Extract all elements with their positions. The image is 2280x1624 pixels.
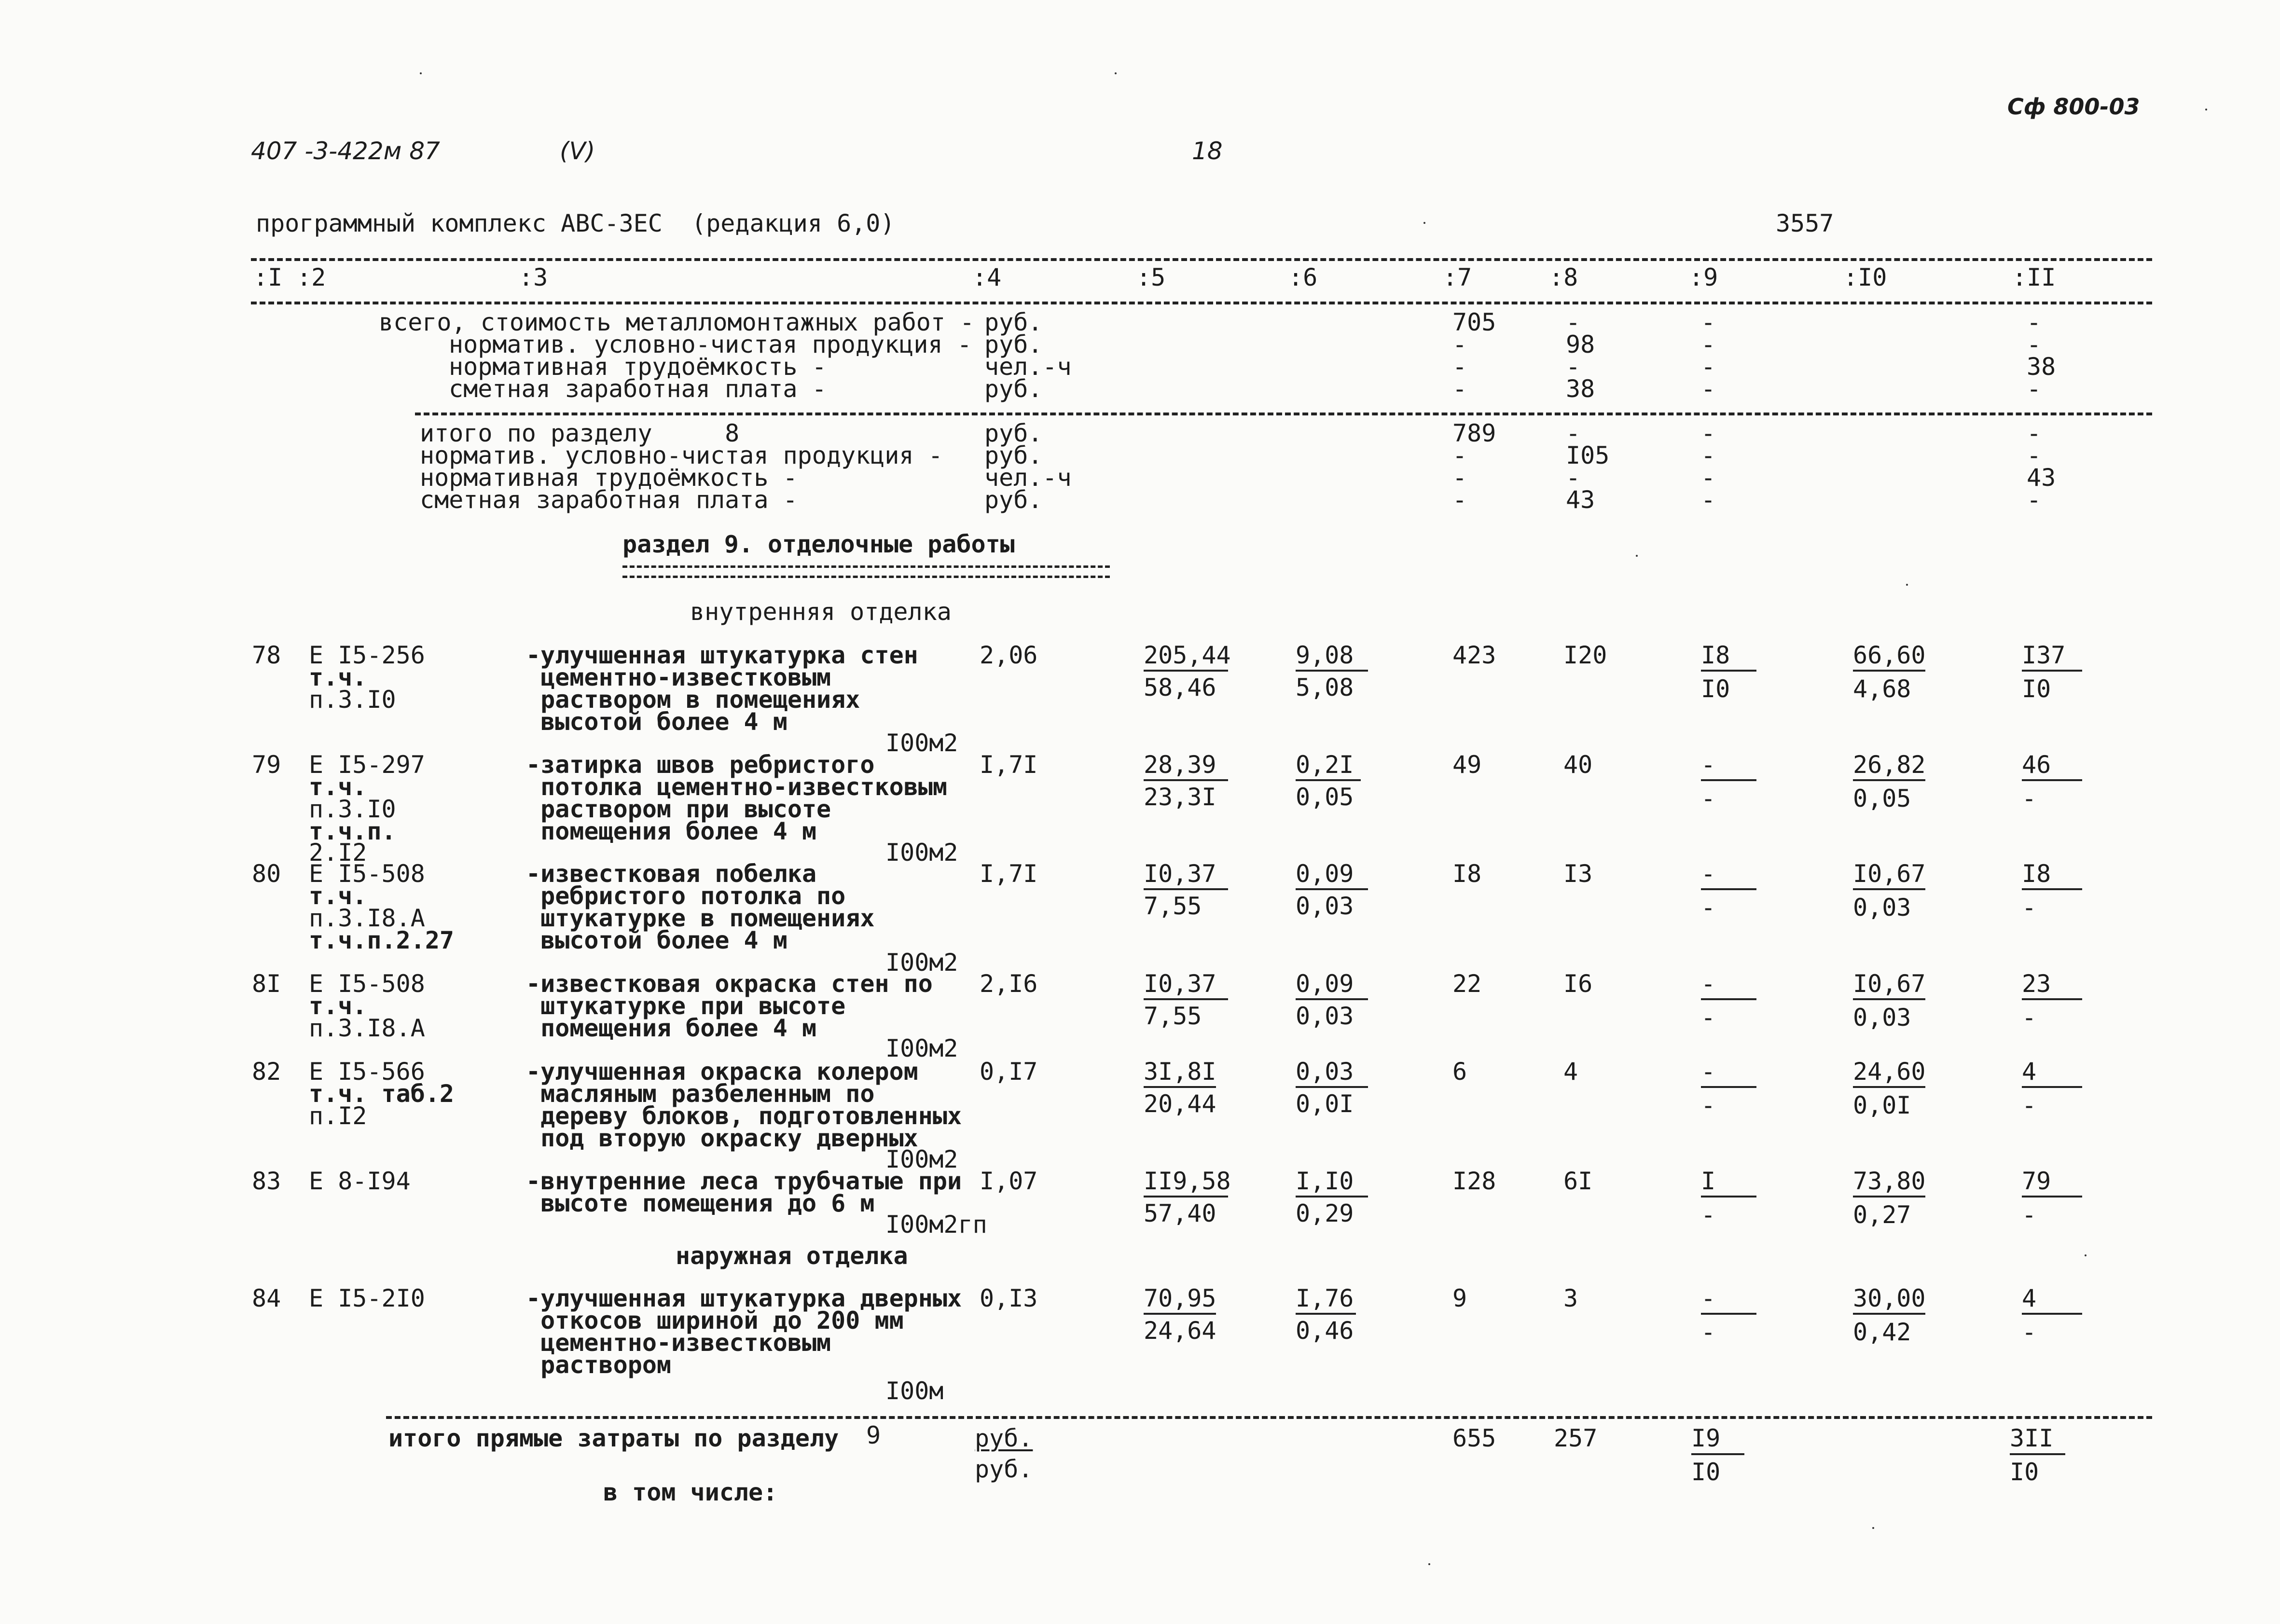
row-c10-top: 73,80: [1853, 1167, 1926, 1195]
underline: [1691, 1453, 1744, 1455]
row-c6-bottom: 0,29: [1296, 1199, 1354, 1227]
underline: [1144, 998, 1228, 1000]
row-c9-top: -: [1701, 1058, 1716, 1086]
summary-c7: -: [1452, 375, 1467, 403]
summary-c11: 38: [2027, 353, 2056, 381]
summary-c7: -: [1452, 464, 1467, 492]
row-c7: I28: [1452, 1167, 1496, 1195]
row-code: т.ч.п.: [309, 817, 396, 845]
column-9: :9: [1689, 263, 1718, 291]
underline: [1853, 1086, 1925, 1088]
row-c6-top: 0,09: [1296, 860, 1354, 888]
row-c6-bottom: 0,03: [1296, 1002, 1354, 1030]
total-c8: 257: [1554, 1424, 1598, 1452]
underline: [1296, 888, 1368, 890]
row-c9-top: I8: [1701, 641, 1730, 669]
summary-c7: 705: [1452, 308, 1496, 336]
underline: [1144, 888, 1228, 890]
row-c8: 40: [1563, 751, 1593, 779]
row-c10-top: I0,67: [1853, 860, 1926, 888]
row-c9-bottom: -: [1701, 784, 1716, 812]
scan-speck: [1115, 72, 1117, 74]
row-c11-top: 4: [2022, 1284, 2037, 1312]
summary-c11: -: [2027, 308, 2042, 336]
row-c7: 49: [1452, 751, 1482, 779]
row-code: Е I5-256: [309, 641, 425, 669]
total-label: итого прямые затраты по разделу: [388, 1424, 839, 1452]
row-c10-bottom: 4,68: [1853, 675, 1911, 703]
summary-unit: руб.: [984, 441, 1043, 469]
row-c10-top: 66,60: [1853, 641, 1926, 669]
row-description: -известковая побелка: [526, 860, 817, 888]
row-c11-top: 46: [2022, 751, 2051, 779]
row-c10-bottom: 0,27: [1853, 1201, 1911, 1229]
row-c6-top: I,I0: [1296, 1167, 1354, 1195]
row-c6-bottom: 0,0I: [1296, 1090, 1354, 1118]
total-c11-bottom: I0: [2010, 1458, 2039, 1486]
underline: [2022, 888, 2082, 890]
row-unit: I00м2: [885, 1034, 958, 1062]
row-c11-top: I8: [2022, 860, 2051, 888]
row-c5-bottom: 7,55: [1144, 892, 1202, 920]
row-c5-bottom: 7,55: [1144, 1002, 1202, 1030]
row-c6-top: I,76: [1296, 1284, 1354, 1312]
row-c7: 6: [1452, 1058, 1467, 1086]
row-c11-top: 23: [2022, 970, 2051, 998]
summary-c8: I05: [1566, 441, 1610, 469]
row-c11-bottom: -: [2022, 1004, 2037, 1032]
summary-c11: -: [2027, 375, 2042, 403]
summary-c8: 98: [1566, 330, 1595, 358]
summary-label: нормативная трудоёмкость -: [420, 464, 798, 492]
row-c9-bottom: -: [1701, 1091, 1716, 1119]
underline: [1296, 1313, 1356, 1315]
row-c11-top: 4: [2022, 1058, 2037, 1086]
summary-label: итого по разделу 8: [420, 419, 740, 447]
summary-unit: руб.: [984, 375, 1043, 403]
row-c8: I20: [1563, 641, 1607, 669]
row-description: -внутренние леса трубчатые при: [526, 1167, 962, 1195]
summary-c7: -: [1452, 441, 1467, 469]
total-unit: руб.: [975, 1455, 1033, 1483]
underline: [2022, 1196, 2082, 1197]
row-description: откосов шириной до 200 мм: [526, 1307, 904, 1335]
underline: [1701, 1196, 1756, 1197]
row-c5-bottom: 58,46: [1144, 674, 1216, 702]
variant-mark: (V): [560, 137, 595, 165]
underline: [1701, 670, 1756, 672]
underline: [1853, 670, 1925, 672]
summary-c8: -: [1566, 464, 1581, 492]
row-c5-top: II9,58: [1144, 1167, 1231, 1195]
row-c6-bottom: 0,46: [1296, 1317, 1354, 1345]
row-code: т.ч.: [309, 663, 367, 691]
row-description: масляным разбеленным по: [526, 1080, 875, 1108]
summary-c9: -: [1701, 441, 1716, 469]
row-c9-top: -: [1701, 751, 1716, 779]
row-c8: 4: [1563, 1058, 1578, 1086]
row-description: -улучшенная окраска колером: [526, 1058, 918, 1086]
summary-c8: 38: [1566, 375, 1595, 403]
row-c11-top: I37: [2022, 641, 2066, 669]
row-code: т.ч.п.2.27: [309, 926, 455, 954]
underline: [1144, 1086, 1216, 1088]
row-code: п.3.I0: [309, 686, 396, 714]
summary-c11: -: [2027, 486, 2042, 514]
header-rule-top: [251, 258, 2152, 261]
row-description: раствором в помещениях: [526, 686, 860, 714]
header-rule-bottom: [251, 302, 2152, 304]
row-c9-top: I: [1701, 1167, 1716, 1195]
row-c9-bottom: I0: [1701, 675, 1730, 703]
row-code: т.ч. таб.2: [309, 1080, 455, 1108]
column-6: :6: [1288, 263, 1318, 291]
scan-speck: [1423, 222, 1425, 224]
column-10: :I0: [1843, 263, 1887, 291]
summary-c8: -: [1566, 419, 1581, 447]
row-description: -улучшенная штукатурка дверных: [526, 1284, 962, 1312]
summary-label: нормативная трудоёмкость -: [449, 353, 827, 381]
row-code: 2.I2: [309, 839, 367, 867]
row-c7: 9: [1452, 1284, 1467, 1312]
row-code: т.ч.: [309, 882, 367, 910]
column-7: :7: [1443, 263, 1472, 291]
row-c6-top: 0,09: [1296, 970, 1354, 998]
section-title: раздел 9. отделочные работы: [622, 530, 1015, 558]
underline: [2022, 779, 2082, 781]
summary-c7: -: [1452, 486, 1467, 514]
row-c9-top: -: [1701, 1284, 1716, 1312]
row-code: т.ч.: [309, 992, 367, 1020]
row-c11-bottom: -: [2022, 784, 2037, 812]
underline: [1853, 1313, 1925, 1315]
column-2: :2: [297, 263, 326, 291]
row-c11-bottom: -: [2022, 1091, 2037, 1119]
document-number: 407 -3-422м 87: [251, 137, 440, 165]
row-description: -улучшенная штукатурка стен: [526, 641, 918, 669]
underline: [1701, 779, 1756, 781]
scan-speck: [1906, 584, 1908, 586]
row-unit: I00м2гп: [885, 1211, 987, 1239]
row-unit: I00м2: [885, 729, 958, 757]
summary-c7: -: [1452, 330, 1467, 358]
row-c5-bottom: 20,44: [1144, 1090, 1216, 1118]
summary-c7: -: [1452, 353, 1467, 381]
row-c5-top: I0,37: [1144, 860, 1216, 888]
row-description: -затирка швов ребристого: [526, 751, 875, 779]
row-description: раствором при высоте: [526, 795, 831, 823]
row-c9-top: -: [1701, 970, 1716, 998]
row-c5-top: 70,95: [1144, 1284, 1216, 1312]
underline: [1296, 1196, 1368, 1197]
row-c9-bottom: -: [1701, 1004, 1716, 1032]
summary-unit: чел.-ч: [984, 353, 1072, 381]
row-c6-top: 9,08: [1296, 641, 1354, 669]
summary-unit: чел.-ч: [984, 464, 1072, 492]
row-c8: I6: [1563, 970, 1593, 998]
summary-c9: -: [1701, 375, 1716, 403]
row-c10-top: 24,60: [1853, 1058, 1926, 1086]
scan-speck: [1428, 1563, 1430, 1565]
underline: [2022, 1086, 2082, 1088]
summary-c11: 43: [2027, 464, 2056, 492]
row-c5-top: 3I,8I: [1144, 1058, 1216, 1086]
row-c10-top: 26,82: [1853, 751, 1926, 779]
subsection-external: наружная отделка: [676, 1242, 908, 1270]
row-number: 8I: [252, 970, 281, 998]
row-c9-top: -: [1701, 860, 1716, 888]
summary-label: норматив. условно-чистая продукция -: [420, 441, 943, 469]
row-c6-bottom: 5,08: [1296, 674, 1354, 702]
total-unit: руб.: [975, 1424, 1033, 1452]
row-code: Е I5-2I0: [309, 1284, 425, 1312]
row-number: 83: [252, 1167, 281, 1195]
scan-speck: [2085, 1254, 2087, 1256]
row-c6-top: 0,2I: [1296, 751, 1354, 779]
summary-unit: руб.: [984, 486, 1043, 514]
program-title: программный комплекс АВС-ЗЕС (редакция 6,0): [256, 209, 895, 237]
page-number: 18: [1192, 137, 1223, 165]
scan-speck: [420, 72, 422, 74]
summary-c9: -: [1701, 486, 1716, 514]
summary-label: всего, стоимость металломонтажных работ -: [379, 308, 975, 336]
row-c5-top: 28,39: [1144, 751, 1216, 779]
underline: [1701, 888, 1756, 890]
row-quantity: 0,I7: [980, 1058, 1038, 1086]
row-c8: 3: [1563, 1284, 1578, 1312]
row-description: раствором: [526, 1351, 672, 1379]
underline: [1701, 998, 1756, 1000]
underline: [2022, 670, 2082, 672]
row-c11-bottom: -: [2022, 1318, 2037, 1346]
summary-c9: -: [1701, 330, 1716, 358]
row-description: помещения более 4 м: [526, 817, 817, 845]
row-c9-bottom: -: [1701, 1201, 1716, 1229]
underline: [1144, 779, 1228, 781]
row-c10-bottom: 0,03: [1853, 894, 1911, 922]
underline: [1853, 888, 1925, 890]
row-unit: I00м: [885, 1377, 944, 1405]
summary-c8: 43: [1566, 486, 1595, 514]
row-code: Е I5-508: [309, 970, 425, 998]
row-c10-bottom: 0,05: [1853, 784, 1911, 812]
row-c7: I8: [1452, 860, 1482, 888]
summary-c9: -: [1701, 353, 1716, 381]
row-c6-top: 0,03: [1296, 1058, 1354, 1086]
row-c8: 6I: [1563, 1167, 1593, 1195]
row-description: высотой более 4 м: [526, 708, 788, 736]
row-code: Е 8-I94: [309, 1167, 411, 1195]
underline: [2010, 1453, 2065, 1455]
underline: [1296, 779, 1361, 781]
summary-unit: руб.: [984, 308, 1043, 336]
total-c7: 655: [1452, 1424, 1496, 1452]
underline: [1296, 1086, 1368, 1088]
row-c11-bottom: -: [2022, 894, 2037, 922]
total-c9-top: I9: [1691, 1424, 1721, 1452]
row-number: 79: [252, 751, 281, 779]
summary-c9: -: [1701, 464, 1716, 492]
row-unit: I00м2: [885, 949, 958, 977]
row-code: п.3.I0: [309, 795, 396, 823]
row-c7: 22: [1452, 970, 1482, 998]
row-unit: I00м2: [885, 1145, 958, 1173]
row-number: 84: [252, 1284, 281, 1312]
row-number: 82: [252, 1058, 281, 1086]
underline: [1296, 670, 1368, 672]
row-c10-top: 30,00: [1853, 1284, 1926, 1312]
scan-speck: [1636, 555, 1638, 557]
row-c10-bottom: 0,0I: [1853, 1091, 1911, 1119]
row-code: Е I5-297: [309, 751, 425, 779]
subsection-internal: внутренняя отделка: [690, 598, 952, 626]
underline: [1144, 670, 1228, 672]
summary-label: сметная заработная плата -: [420, 486, 798, 514]
section-title-underline: [622, 565, 1110, 578]
column-4: :4: [972, 263, 1002, 291]
summary-c11: -: [2027, 419, 2042, 447]
row-description: высоте помещения до 6 м: [526, 1189, 875, 1217]
column-5: :5: [1136, 263, 1166, 291]
summary-divider: [415, 413, 2152, 415]
including-label: в том числе:: [603, 1478, 778, 1506]
row-description: помещения более 4 м: [526, 1014, 817, 1042]
row-description: штукатурке при высоте: [526, 992, 846, 1020]
summary-c8: -: [1566, 308, 1581, 336]
row-quantity: I,7I: [980, 751, 1038, 779]
row-c5-top: I0,37: [1144, 970, 1216, 998]
underline: [1853, 779, 1925, 781]
scan-speck: [1872, 1527, 1874, 1529]
row-code: п.3.I8.А: [309, 1014, 425, 1042]
row-code: Е I5-566: [309, 1058, 425, 1086]
column-3: :3: [519, 263, 548, 291]
summary-c9: -: [1701, 419, 1716, 447]
row-c10-bottom: 0,42: [1853, 1318, 1911, 1346]
row-c11-bottom: I0: [2022, 675, 2051, 703]
summary-c8: -: [1566, 353, 1581, 381]
summary-label: сметная заработная плата -: [449, 375, 827, 403]
total-c9-bottom: I0: [1691, 1458, 1721, 1486]
row-c11-top: 79: [2022, 1167, 2051, 1195]
row-quantity: I,7I: [980, 860, 1038, 888]
row-c9-bottom: -: [1701, 894, 1716, 922]
row-description: штукатурке в помещениях: [526, 904, 875, 932]
row-description: цементно-известковым: [526, 1329, 831, 1357]
summary-unit: руб.: [984, 419, 1043, 447]
row-description: дереву блоков, подготовленных: [526, 1102, 962, 1130]
column-8: :8: [1549, 263, 1578, 291]
underline: [1296, 998, 1368, 1000]
row-c6-bottom: 0,05: [1296, 783, 1354, 811]
summary-unit: руб.: [984, 330, 1043, 358]
row-c5-bottom: 23,3I: [1144, 783, 1216, 811]
total-c11-top: 3II: [2010, 1424, 2054, 1452]
summary-c11: -: [2027, 441, 2042, 469]
row-code: п.I2: [309, 1102, 367, 1130]
row-c5-bottom: 57,40: [1144, 1199, 1216, 1227]
row-quantity: 0,I3: [980, 1284, 1038, 1312]
row-quantity: I,07: [980, 1167, 1038, 1195]
summary-c9: -: [1701, 308, 1716, 336]
row-number: 78: [252, 641, 281, 669]
row-description: под вторую окраску дверных: [526, 1124, 918, 1152]
scan-speck: [2205, 109, 2207, 110]
row-code: т.ч.: [309, 773, 367, 801]
underline: [1144, 1196, 1228, 1197]
row-c10-bottom: 0,03: [1853, 1004, 1911, 1032]
row-description: ребристого потолка по: [526, 882, 846, 910]
column-11: :II: [2012, 263, 2056, 291]
row-c10-top: I0,67: [1853, 970, 1926, 998]
row-quantity: 2,I6: [980, 970, 1038, 998]
row-c11-bottom: -: [2022, 1201, 2037, 1229]
underline: [1701, 1313, 1756, 1315]
row-c8: I3: [1563, 860, 1593, 888]
column-1: :I: [253, 263, 283, 291]
underline: [2022, 998, 2082, 1000]
row-code: Е I5-508: [309, 860, 425, 888]
underline: [1701, 1086, 1756, 1088]
summary-c11: -: [2027, 330, 2042, 358]
row-description: цементно-известковым: [526, 663, 831, 691]
underline: [1853, 1196, 1925, 1197]
row-c5-top: 205,44: [1144, 641, 1231, 669]
underline: [1144, 1313, 1216, 1315]
row-c9-bottom: -: [1701, 1318, 1716, 1346]
row-c5-bottom: 24,64: [1144, 1317, 1216, 1345]
total-divider: [386, 1416, 2152, 1419]
sheet-number: 3557: [1776, 209, 1834, 237]
row-c7: 423: [1452, 641, 1496, 669]
total-section-number: 9: [866, 1421, 881, 1449]
summary-c7: 789: [1452, 419, 1496, 447]
row-c6-bottom: 0,03: [1296, 892, 1354, 920]
summary-label: норматив. условно-чистая продукция -: [449, 330, 972, 358]
underline: [1853, 998, 1925, 1000]
row-unit: I00м2: [885, 839, 958, 867]
row-number: 80: [252, 860, 281, 888]
album-code: Сф 800-03: [2007, 94, 2140, 120]
row-description: потолка цементно-известковым: [526, 773, 947, 801]
row-quantity: 2,06: [980, 641, 1038, 669]
row-description: высотой более 4 м: [526, 926, 788, 954]
row-description: -известковая окраска стен по: [526, 970, 933, 998]
row-code: п.3.I8.А: [309, 904, 425, 932]
underline: [2022, 1313, 2082, 1315]
